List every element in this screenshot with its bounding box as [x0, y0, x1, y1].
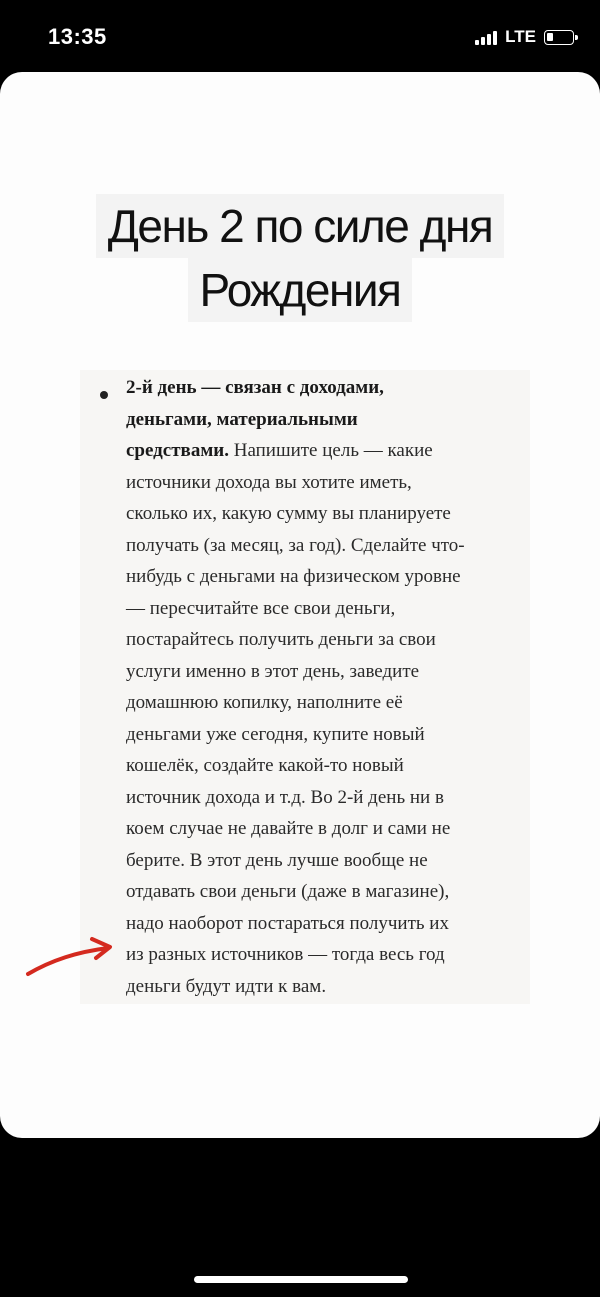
- body-line-text: источник дохода и т.д. Во 2-й день ни в: [126, 786, 444, 808]
- body-line: [126, 939, 526, 971]
- status-indicators: [475, 27, 574, 47]
- body-line-text: коем случае не давайте в долг и сами не: [126, 818, 451, 839]
- body-line: [126, 908, 526, 940]
- title-line-1: День 2 по силе дня: [96, 194, 505, 258]
- text-excerpt: [80, 370, 530, 1004]
- body-line-text: отдавать свои деньги (даже в магазине),: [126, 881, 450, 902]
- body-line-text: из разных источников — тогда весь год: [126, 944, 445, 965]
- body-line-text: постарайтесь получить деньги за свои: [126, 629, 436, 650]
- red-arrow-icon: [22, 930, 122, 980]
- body-line-text: деньги будут идти к вам.: [126, 975, 327, 997]
- network-label: LTE: [505, 27, 536, 46]
- status-bar: [0, 0, 600, 72]
- home-indicator[interactable]: [194, 1276, 408, 1283]
- body-line: [126, 813, 526, 845]
- body-line-bold: деньгами, материальными: [126, 408, 358, 430]
- body-line: [126, 404, 526, 436]
- body-line-text: надо наоборот постараться получить их: [126, 912, 449, 934]
- body-line-text: — пересчитайте все свои деньги,: [126, 597, 396, 619]
- body-line: [126, 782, 526, 814]
- body-line-text: кошелёк, создайте какой-то новый: [126, 755, 404, 776]
- status-time: 13:35: [48, 24, 107, 49]
- body-line: [126, 530, 526, 562]
- body-line: [126, 435, 526, 467]
- body-line-text: услуги именно в этот день, заведите: [126, 660, 420, 682]
- body-line: [126, 750, 526, 782]
- body-line-bold: средствами.: [126, 440, 229, 461]
- body-line-text: берите. В этот день лучше вообще не: [126, 849, 428, 871]
- body-line-text: сколько их, какую сумму вы планируете: [126, 503, 451, 524]
- story-card[interactable]: [0, 72, 600, 1138]
- body-line: [126, 687, 526, 719]
- body-line: [126, 971, 526, 1003]
- body-line: [126, 624, 526, 656]
- body-line-text: деньгами уже сегодня, купите новый: [126, 723, 425, 745]
- bullet-dot-icon: [100, 391, 108, 399]
- body-line-text: получать (за месяц, за год). Сделайте что-: [126, 534, 465, 556]
- body-line: [126, 372, 526, 404]
- body-text: [126, 372, 526, 1002]
- body-line-text: источники дохода вы хотите иметь,: [126, 471, 412, 493]
- story-title: [0, 194, 600, 322]
- body-line: [126, 467, 526, 499]
- body-line: [126, 876, 526, 908]
- body-line-text: Напишите цель — какие: [228, 440, 433, 461]
- body-line: [126, 845, 526, 877]
- body-line-text: нибудь с деньгами на физическом уровне: [126, 566, 461, 587]
- signal-bars-icon: [475, 29, 497, 45]
- body-line-bold: 2-й день — связан с доходами,: [126, 377, 384, 398]
- body-line: [126, 498, 526, 530]
- body-line-text: домашнюю копилку, наполните её: [126, 692, 403, 713]
- title-line-2: Рождения: [188, 258, 413, 322]
- battery-icon: [544, 30, 574, 45]
- body-line: [126, 593, 526, 625]
- body-line: [126, 719, 526, 751]
- body-line: [126, 656, 526, 688]
- body-line: [126, 561, 526, 593]
